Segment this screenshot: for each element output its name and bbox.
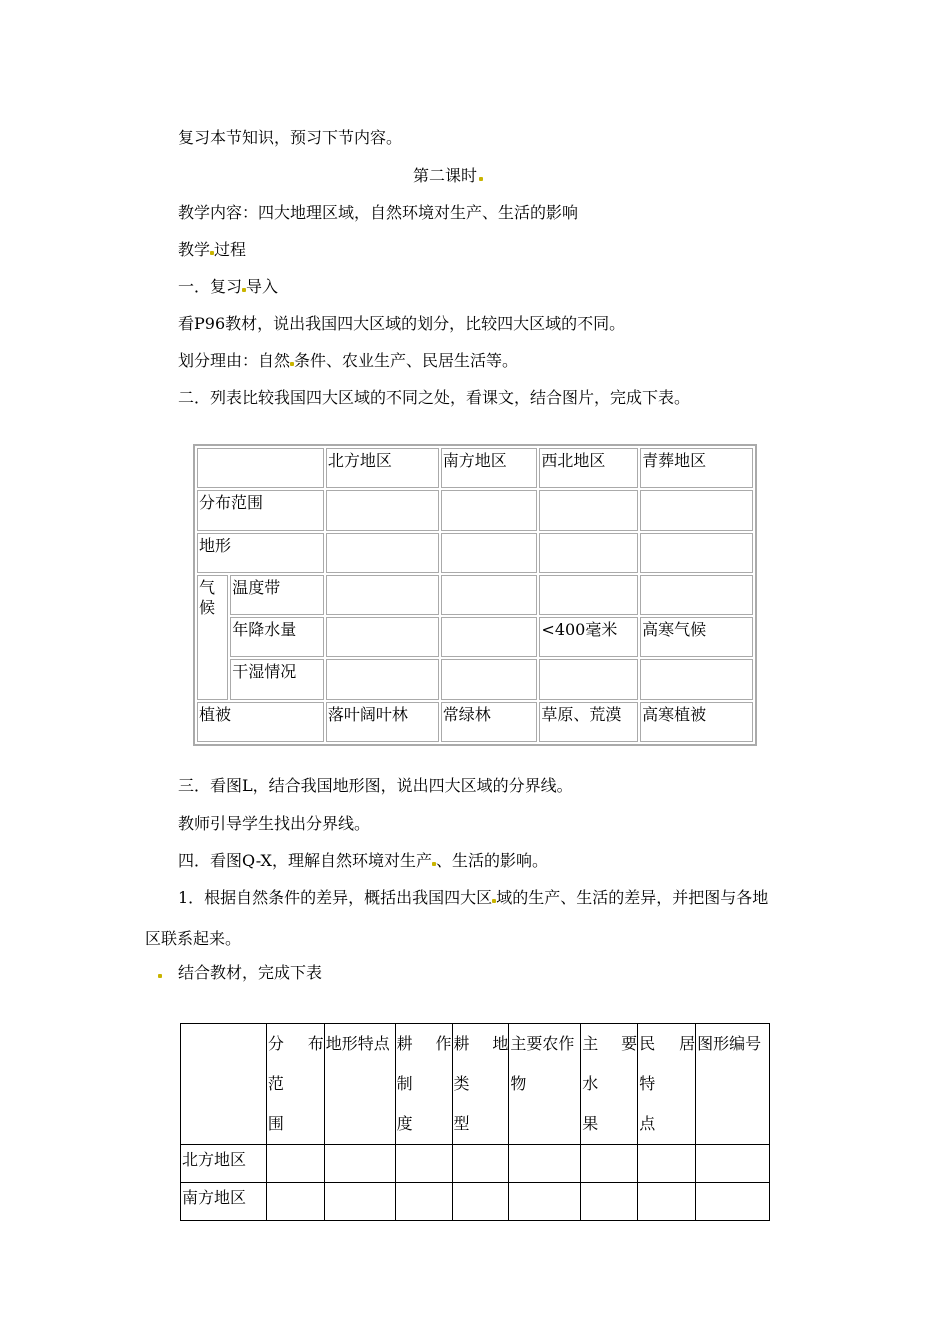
table-cell — [324, 1183, 395, 1221]
table-cell — [581, 1183, 638, 1221]
region-comparison-table — [193, 444, 757, 746]
marker-dot — [479, 177, 483, 181]
text-line-section-4 — [178, 851, 548, 871]
table-cell — [452, 1145, 509, 1183]
lesson-heading-text: 第二课时 — [413, 166, 478, 185]
row-label: 南方地区 — [181, 1183, 267, 1221]
section-4-c: 、生活的影响。 — [435, 851, 548, 870]
text-line-complete — [158, 963, 322, 983]
table-cell — [452, 1183, 509, 1221]
reason-b: 条件、农业生产、民居生活等。 — [294, 351, 519, 370]
table-cell — [696, 1145, 770, 1183]
row-label: 地形 — [197, 533, 324, 573]
table-cell — [539, 659, 638, 699]
table-cell — [638, 1145, 696, 1183]
row-label: 干湿情况 — [230, 659, 324, 699]
table-cell — [640, 659, 753, 699]
table-cell — [441, 533, 538, 573]
item-1-b: 域的生产、生活的差异，并把图与各地 — [496, 888, 769, 907]
text-line-review: 复习本节知识，预习下节内容。 — [178, 128, 403, 147]
table-cell — [640, 533, 753, 573]
table-header-cell: 北方地区 — [326, 448, 439, 488]
table-cell — [581, 1145, 638, 1183]
table-header-cell: 民 居 特 点 — [638, 1024, 696, 1145]
section-1-b: 导入 — [246, 277, 279, 296]
text-line-item-1-cont: 区联系起来。 — [145, 929, 242, 948]
row-label: 温度带 — [230, 575, 324, 615]
table-header-cell: 主要农作 物 — [509, 1024, 581, 1145]
process-label-a: 教学 — [178, 240, 211, 259]
section-4-a: 四．看图Q-X — [178, 851, 272, 870]
production-life-table — [180, 1023, 770, 1221]
table-cell — [509, 1145, 581, 1183]
row-label: 气候 — [197, 575, 228, 700]
table-cell — [509, 1183, 581, 1221]
table-header-cell: 图形编号 — [696, 1024, 770, 1145]
table-cell: 高寒植被 — [640, 702, 753, 742]
lesson-heading — [413, 166, 483, 186]
section-1-a: 一．复习 — [178, 277, 243, 296]
table-header-cell: 主 要 水 果 — [581, 1024, 638, 1145]
table-cell: <400毫米 — [539, 617, 638, 657]
row-label: 植被 — [197, 702, 324, 742]
table-cell: 落叶阔叶林 — [326, 702, 439, 742]
text-line-reason — [178, 351, 518, 371]
text-line-process — [178, 240, 246, 260]
text-line-item-1 — [178, 888, 768, 908]
table-cell — [539, 575, 638, 615]
table-cell — [324, 1145, 395, 1183]
process-label-b: 过程 — [214, 240, 247, 259]
reason-a: 划分理由：自然 — [178, 351, 291, 370]
table-cell — [638, 1183, 696, 1221]
table-cell — [441, 617, 538, 657]
table-cell — [326, 617, 439, 657]
text-line-section-2: 二．列表比较我国四大区域的不同之处，看课文，结合图片，完成下表。 — [178, 388, 691, 407]
row-label: 分布范围 — [197, 490, 324, 530]
table-cell — [696, 1183, 770, 1221]
table-cell — [539, 533, 638, 573]
text-line-content: 教学内容：四大地理区域，自然环境对生产、生活的影响 — [178, 203, 579, 222]
table-cell — [640, 575, 753, 615]
table-cell — [181, 1024, 267, 1145]
table-header-cell: 地形特点 — [324, 1024, 395, 1145]
table-header-cell: 耕 地 类 型 — [452, 1024, 509, 1145]
table-cell — [395, 1183, 452, 1221]
table-header-cell: 西北地区 — [539, 448, 638, 488]
section-4-b: ，理解自然环境对生产 — [271, 851, 432, 870]
complete-text: 结合教材，完成下表 — [178, 963, 323, 982]
table-cell — [640, 490, 753, 530]
table-cell — [326, 533, 439, 573]
row-label: 年降水量 — [230, 617, 324, 657]
text-line-section-1 — [178, 277, 278, 297]
item-1-a: 1．根据自然条件的差异，概括出我国四大区 — [178, 888, 493, 907]
table-cell — [441, 659, 538, 699]
text-line-p96: 看P96教材，说出我国四大区域的划分，比较四大区域的不同。 — [178, 314, 626, 333]
table-cell — [441, 490, 538, 530]
table-cell — [539, 490, 638, 530]
table-cell — [326, 659, 439, 699]
table-cell — [326, 490, 439, 530]
table-cell — [266, 1145, 324, 1183]
table-header-cell: 分 布 范 围 — [266, 1024, 324, 1145]
text-line-teacher: 教师引导学生找出分界线。 — [178, 814, 371, 833]
table-cell: 草原、荒漠 — [539, 702, 638, 742]
table-header-cell: 南方地区 — [441, 448, 538, 488]
table-cell — [266, 1183, 324, 1221]
table-cell: 常绿林 — [441, 702, 538, 742]
row-label: 北方地区 — [181, 1145, 267, 1183]
text-line-section-3: 三．看图L，结合我国地形图，说出四大区域的分界线。 — [178, 776, 573, 795]
table-cell: 高寒气候 — [640, 617, 753, 657]
table-header-cell: 青葬地区 — [640, 448, 753, 488]
table-header-cell: 耕 作 制 度 — [395, 1024, 452, 1145]
marker-dot — [158, 974, 162, 978]
table-cell — [441, 575, 538, 615]
table-cell — [197, 448, 324, 488]
table-cell — [395, 1145, 452, 1183]
table-cell — [326, 575, 439, 615]
